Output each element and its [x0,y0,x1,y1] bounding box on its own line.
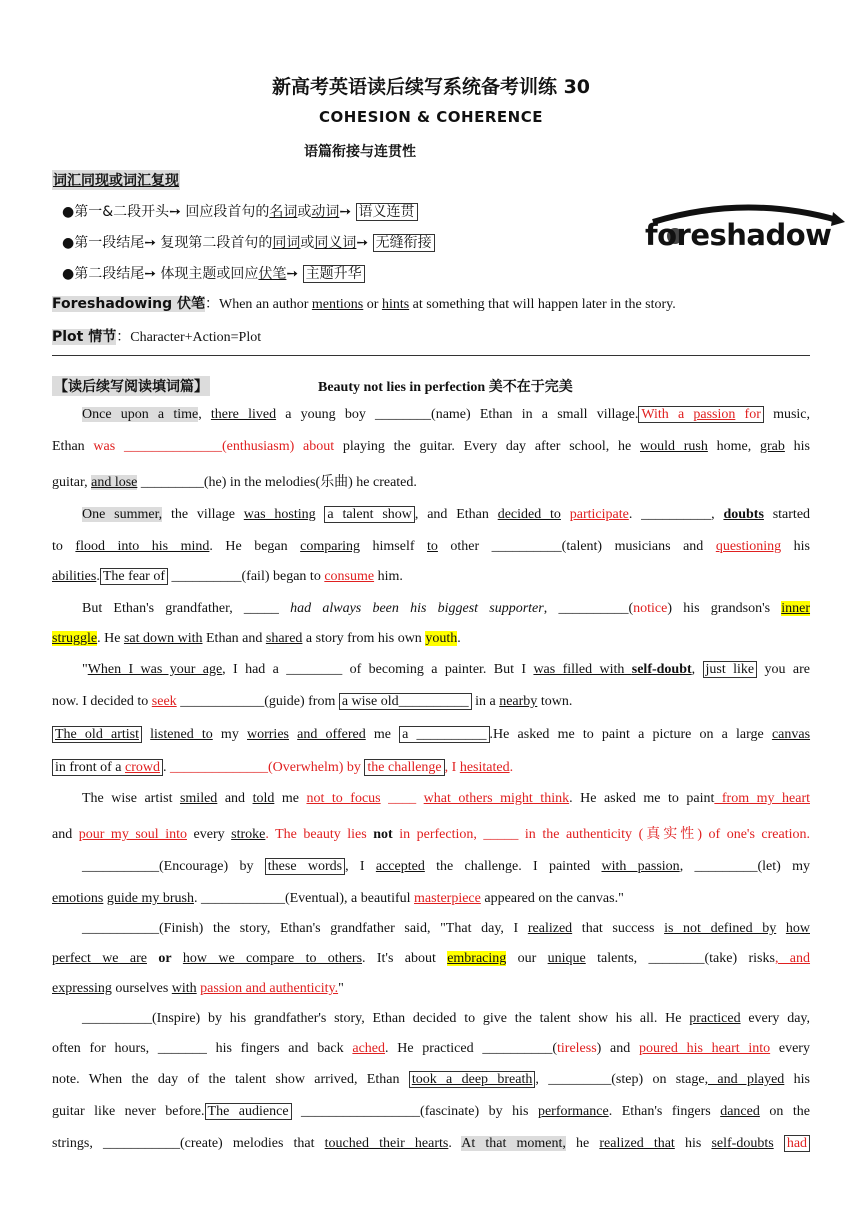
text-span: appeared on the canvas." [480,891,624,906]
text-span: passion [693,407,736,422]
text-line [52,921,810,937]
text-span: , _________(step) on stage [535,1072,705,1087]
text-span: how [785,921,810,936]
text-span: with passion [601,859,680,874]
text-span: . __________, [628,507,724,522]
text-span: , and played [704,1072,785,1087]
text-span: . He [97,631,124,646]
text-span: a story from his own [302,631,426,646]
text-span: At that moment, [461,1136,566,1151]
bullet-1-mid: 或 [297,204,312,220]
text-span: .He asked me to paint a picture on a large [489,727,772,742]
text-span: with [171,981,197,996]
text-span: . The beauty lies [265,827,374,842]
text-span: had always been his biggest supporter [290,601,544,616]
text-span: . [509,760,514,775]
text-span: accepted [375,859,425,874]
text-span: music, [763,407,811,422]
text-span: tireless [557,1041,597,1056]
text-span: guitar like never before. [52,1104,205,1119]
text-span: our [506,951,548,966]
text-span: flood into his mind [75,539,210,554]
text-span: and lose [91,475,138,490]
text-span: seek [151,694,177,709]
bullet-3-text: ●第二段结尾➙ 体现主题或回应 [62,266,259,282]
text-span: The audience [205,1103,292,1120]
text-span: . He began [209,539,301,554]
text-span: home, [707,439,760,454]
text-span: ___________(Encourage) by [82,859,265,874]
text-span: The wise artist [82,791,180,806]
foreshadow-logo [645,200,850,262]
text-span: ourselves [111,981,172,996]
plot-text: ：Character+Action=Plot [116,330,262,345]
text-span: , _________(let) my [679,859,811,874]
text-span: him. [374,569,403,584]
text-line [52,859,810,875]
bullet-2-text: ●第一段结尾➙ 复现第二段首句的 [62,235,273,251]
text-line [52,601,810,617]
text-span: every [187,827,232,842]
text-span: started [763,507,811,522]
text-span [147,951,158,966]
def-mentions: mentions [311,297,364,312]
text-span: these words [265,858,345,875]
text-span: __________(fail) began to [168,569,325,584]
text-span: . He asked me to paint [569,791,715,806]
text-span: . [457,631,461,646]
plot-label: Plot 情节 [52,329,117,345]
text-line [52,1136,810,1152]
text-span: is not defined by [664,921,777,936]
text-span: that success [572,921,665,936]
text-span: participate [569,507,629,522]
text-span: often for hours, _______ his fingers and back [52,1041,353,1056]
text-span: talents, ________(take) risks [585,951,775,966]
bullet-3-box: 主题升华 [303,265,365,283]
text-span: on the [759,1104,810,1119]
text-span: smiled [179,791,218,806]
text-span: unique [547,951,586,966]
text-span: self-doubt [631,662,692,677]
text-span: how we compare to others [182,951,363,966]
text-span: , and [774,951,811,966]
reading-title: Beauty not lies in perfection 美不在于完美 [318,380,573,395]
text-span: touched their hearts [324,1136,449,1151]
text-span: , I [345,859,376,874]
text-span: When I was your age [87,662,223,677]
text-line [52,760,810,776]
logo-text: foreshadow [645,218,832,252]
text-span [561,507,570,522]
text-span: playing the guitar. Every day after school, he [334,439,640,454]
bullet-1-text: ●第一&二段开头➙ 回应段首句的 [62,204,270,220]
text-span: hesitated [459,760,510,775]
text-span: had [784,1135,810,1152]
text-span: shared [265,631,303,646]
text-span: ____ [380,791,417,806]
text-line [52,439,810,455]
text-span: was filled with [533,662,632,677]
text-span: poured his heart into [639,1041,771,1056]
text-span: danced [720,1104,760,1119]
text-line [52,1011,810,1027]
text-span: for [735,407,761,422]
text-span: masterpiece [414,891,481,906]
text-line [52,1072,810,1088]
text-span: ___________(Finish) the story, Ethan's grandfather said, "That day, I [82,921,528,936]
text-span: pour my soul into [78,827,187,842]
page-subtitle: COHESION & COHERENCE [319,108,543,126]
boxed-phrase [52,759,163,776]
text-span: Ethan and [202,631,266,646]
text-span: every day, [740,1011,810,1026]
text-span: me [365,727,400,742]
text-span: The old artist [52,726,142,743]
text-span: the challenge. I painted [424,859,602,874]
bullet-3 [62,263,365,283]
text-span: . [162,760,170,775]
text-line [52,471,810,491]
text-span: guide my brush [106,891,194,906]
def-text: ：When an author [205,297,312,312]
text-span: the challenge [364,759,444,776]
boxed-phrase [638,406,764,423]
text-line [52,507,810,523]
text-span: not [373,827,393,842]
text-span [289,727,297,742]
text-line [52,791,810,807]
bullet-3-word-1: 伏笔 [258,266,287,282]
text-span: The fear of [100,568,168,585]
text-line [52,727,810,743]
text-span: , I had a ________ of becoming a painter. But I [222,662,534,677]
text-span: would rush [640,439,708,454]
text-span [776,921,786,936]
text-span: comparing [300,539,361,554]
text-line [52,823,810,843]
text-span: me [274,791,307,806]
text-span: note. When the day of the talent show arrived, Ethan [52,1072,409,1087]
plot-definition [52,326,261,346]
text-span: realized [527,921,573,936]
text-span: just like [703,661,758,678]
bullet-1-word-1: 名词 [269,204,298,220]
text-span: , [691,662,703,677]
text-span: . It's about [362,951,448,966]
text-span: expressing [52,981,112,996]
text-span [774,1136,784,1151]
text-span [142,727,150,742]
text-span: a talent show [324,506,414,523]
text-line [52,631,810,647]
text-line [52,951,810,967]
text-span: , and Ethan [414,507,498,522]
text-span: inner [781,601,811,616]
text-span: passion and authenticity. [200,981,339,996]
text-span: ) and [596,1041,639,1056]
text-span: was ______________(enthusiasm) about [93,439,335,454]
text-span: himself [360,539,428,554]
text-span: his [674,1136,712,1151]
section-divider [52,355,810,356]
text-span: his [781,539,810,554]
text-span: strings, ___________(create) melodies that [52,1136,325,1151]
text-span: ____________(guide) from [176,694,339,709]
foreshadowing-label: Foreshadowing 伏笔 [52,296,205,312]
bullet-2 [62,232,435,252]
text-span: " [82,662,88,677]
text-span: took a deep breath [409,1071,536,1088]
text-span: struggle [52,631,98,646]
text-span: in perfection, _____ in the authenticity (真实性) of one's creation. [392,827,810,842]
text-span: . Ethan's fingers [608,1104,721,1119]
text-span: decided to [497,507,561,522]
text-span: a wise old__________ [339,693,472,710]
text-span: worries [247,727,289,742]
text-span: grab [760,439,785,454]
text-span: every [770,1041,810,1056]
text-span: or [158,951,172,966]
reading-heading: 【读后续写阅读填词篇】 [52,376,210,396]
text-span: town. [537,694,573,709]
text-span: the village [162,507,244,522]
text-span: not to [306,791,351,806]
vocab-heading: 词汇同现或词汇复现 [52,170,180,190]
text-span: guitar, [52,475,92,490]
text-span: nearby [499,694,538,709]
text-span: and offered [297,727,366,742]
text-line [52,891,810,907]
text-span: a __________ [399,726,489,743]
text-line [52,1041,810,1057]
bullet-2-box: 无缝衔接 [373,234,435,252]
text-span: in front of a [55,760,125,775]
text-span: doubts [723,507,764,522]
text-line [52,981,810,997]
text-span: told [252,791,275,806]
text-line [52,539,810,555]
text-span: to [52,539,76,554]
text-span: Once upon a time [82,407,199,422]
text-span [172,951,183,966]
text-span: and [217,791,253,806]
arrow-icon: ➙ [339,204,356,220]
def-hints: hints [381,297,410,312]
bullet-1 [62,201,418,221]
foreshadowing-definition [52,293,676,313]
text-span: _________(he) in the melodies(乐曲) he created. [137,475,417,490]
text-span: a young boy ________(name) Ethan in a small village. [276,407,639,422]
page-title: 新高考英语读后续写系统备考训练 30 [271,76,591,98]
bullet-2-word-2: 同义词 [314,235,357,251]
text-span: emotions [52,891,104,906]
text-line [52,694,810,710]
text-line [52,407,810,423]
page-subtitle-cn: 语篇衔接与连贯性 [304,144,416,160]
text-span: Ethan [52,439,94,454]
text-span [416,791,424,806]
text-span: crowd [124,760,160,775]
text-span: questioning [715,539,782,554]
text-span: perfect we are [52,951,147,966]
text-span: realized that [599,1136,675,1151]
text-span: stroke [231,827,266,842]
text-span: canvas [771,727,811,742]
text-span: he [565,1136,600,1151]
text-span: focus [350,791,381,806]
bullet-2-word-1: 同词 [272,235,301,251]
text-span: " [338,981,344,996]
text-span: and [52,827,79,842]
text-span: to [427,539,438,554]
text-span: But Ethan's grandfather, _____ [82,601,291,616]
text-span: in a [471,694,500,709]
text-span: self-doubts [711,1136,774,1151]
text-span: embracing [447,951,507,966]
text-span: consume [324,569,375,584]
text-span: youth [425,631,458,646]
text-span: , __________( [543,601,634,616]
bullet-1-word-2: 动词 [311,204,340,220]
arrow-icon: ➙ [356,235,373,251]
text-span: ached [352,1041,386,1056]
text-line [52,662,810,678]
text-span: what others might think [423,791,570,806]
text-span: abilities [52,569,97,584]
text-span: ______________(Overwhelm) by [169,760,365,775]
text-span: you are [757,662,810,677]
text-span: _________________(fascinate) by his [291,1104,538,1119]
text-span: With a [641,407,694,422]
text-span: listened to [150,727,213,742]
text-span: ) his grandson's [667,601,782,616]
text-span: from my heart [714,791,810,806]
text-span: notice [633,601,668,616]
text-span: his [784,439,810,454]
text-span: . [96,569,100,584]
text-span: was hosting [243,507,316,522]
bullet-2-mid: 或 [300,235,315,251]
text-span: other __________(talent) musicians and [437,539,716,554]
arrow-icon: ➙ [286,266,303,282]
text-span: . [448,1136,462,1151]
text-span: practiced [689,1011,741,1026]
text-span: sat down with [123,631,203,646]
text-span: now. I decided to [52,694,152,709]
text-span: my [212,727,247,742]
def-text: or [363,297,382,312]
text-span: performance [537,1104,609,1119]
text-span: , I [444,760,460,775]
bullet-1-box: 语义连贯 [356,203,418,221]
text-span: One summer, [82,507,163,522]
text-span: his [784,1072,810,1087]
text-span: , [198,407,211,422]
text-line [52,569,810,585]
text-span: __________(Inspire) by his grandfather's story, Ethan decided to give the talent show his all. He [82,1011,690,1026]
text-span: . ____________(Eventual), a beautiful [193,891,415,906]
def-text: at something that will happen later in the story. [409,297,676,312]
text-span: there lived [210,407,277,422]
text-line [52,1104,810,1120]
text-span: . He practiced __________( [385,1041,557,1056]
